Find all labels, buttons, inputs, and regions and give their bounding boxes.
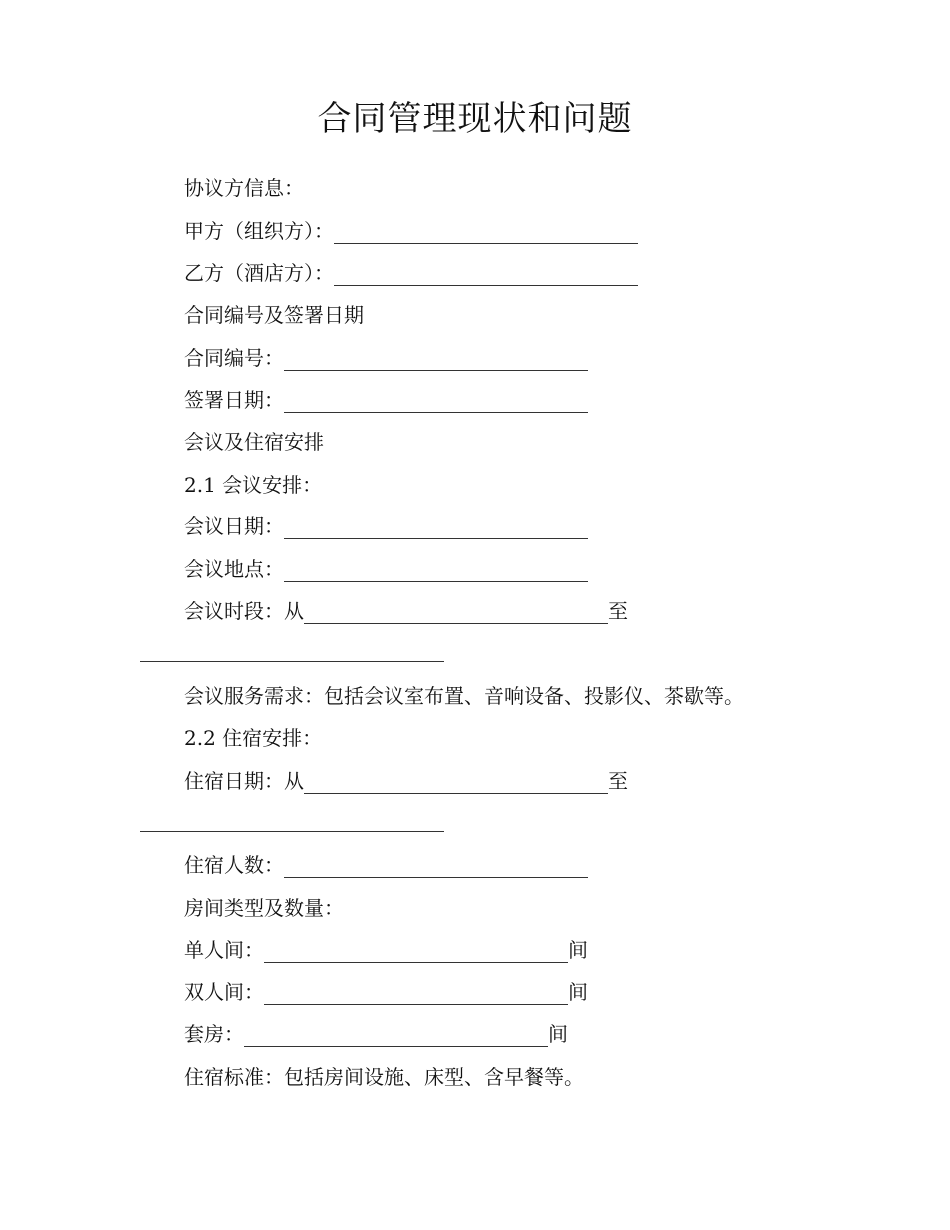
party-a-blank[interactable] <box>334 221 638 244</box>
sign-date-row <box>184 384 588 416</box>
single-room-blank[interactable] <box>264 940 568 963</box>
lodging-date-label: 住宿日期：从 <box>184 769 304 793</box>
meeting-place-blank[interactable] <box>284 559 588 582</box>
lodging-people-label: 住宿人数： <box>184 853 284 877</box>
double-room-unit: 间 <box>568 980 588 1004</box>
meeting-service-text: 会议服务需求：包括会议室布置、音响设备、投影仪、茶歇等。 <box>184 684 744 708</box>
meeting-date-blank[interactable] <box>284 516 588 539</box>
suite-unit: 间 <box>548 1022 568 1046</box>
meeting-date-label: 会议日期： <box>184 514 284 538</box>
double-room-label: 双人间： <box>184 980 264 1004</box>
meeting-time-from-blank[interactable] <box>304 601 608 624</box>
double-room-row <box>184 976 588 1008</box>
meeting-place-row <box>184 553 588 585</box>
party-b-row <box>184 257 638 289</box>
contract-heading <box>184 299 364 331</box>
lodging-date-to-label: 至 <box>608 769 628 793</box>
meeting-time-to-blank[interactable] <box>140 661 444 662</box>
party-a-row <box>184 215 638 247</box>
document-title: 合同管理现状和问题 <box>317 99 633 139</box>
lodging-date-to-blank[interactable] <box>140 831 444 832</box>
single-room-unit: 间 <box>568 938 588 962</box>
double-room-blank[interactable] <box>264 982 568 1005</box>
contract-heading-text: 合同编号及签署日期 <box>184 303 364 327</box>
meeting-section-label: 2.1 会议安排： <box>184 473 323 497</box>
lodging-standard-text: 住宿标准：包括房间设施、床型、含早餐等。 <box>184 1065 584 1089</box>
party-info-heading-text: 协议方信息： <box>184 176 304 200</box>
meeting-place-label: 会议地点： <box>184 557 284 581</box>
sign-date-blank[interactable] <box>284 390 588 413</box>
party-info-heading <box>184 172 304 204</box>
suite-label: 套房： <box>184 1022 244 1046</box>
suite-blank[interactable] <box>244 1024 548 1047</box>
contract-no-label: 合同编号： <box>184 346 284 370</box>
sign-date-label: 签署日期： <box>184 388 284 412</box>
lodging-section <box>184 722 322 754</box>
party-b-label: 乙方（酒店方）： <box>184 261 334 285</box>
meeting-time-label: 会议时段：从 <box>184 599 304 623</box>
lodging-date-from-blank[interactable] <box>304 771 608 794</box>
room-type-heading-text: 房间类型及数量： <box>184 896 344 920</box>
meeting-section <box>184 469 322 501</box>
contract-no-blank[interactable] <box>284 348 588 371</box>
meeting-time-row <box>184 595 628 627</box>
lodging-section-label: 2.2 住宿安排： <box>184 726 323 750</box>
meeting-service-row <box>184 680 744 712</box>
lodging-people-row <box>184 849 588 881</box>
party-b-blank[interactable] <box>334 263 638 286</box>
arrangement-heading-text: 会议及住宿安排 <box>184 430 324 454</box>
meeting-time-to-label: 至 <box>608 599 628 623</box>
single-room-label: 单人间： <box>184 938 264 962</box>
lodging-date-row <box>184 765 628 797</box>
meeting-date-row <box>184 510 588 542</box>
lodging-standard-row <box>184 1061 584 1093</box>
single-room-row <box>184 934 588 966</box>
room-type-heading <box>184 892 344 924</box>
party-a-label: 甲方（组织方）： <box>184 219 334 243</box>
suite-row <box>184 1018 568 1050</box>
contract-no-row <box>184 342 588 374</box>
arrangement-heading <box>184 426 324 458</box>
lodging-people-blank[interactable] <box>284 855 588 878</box>
